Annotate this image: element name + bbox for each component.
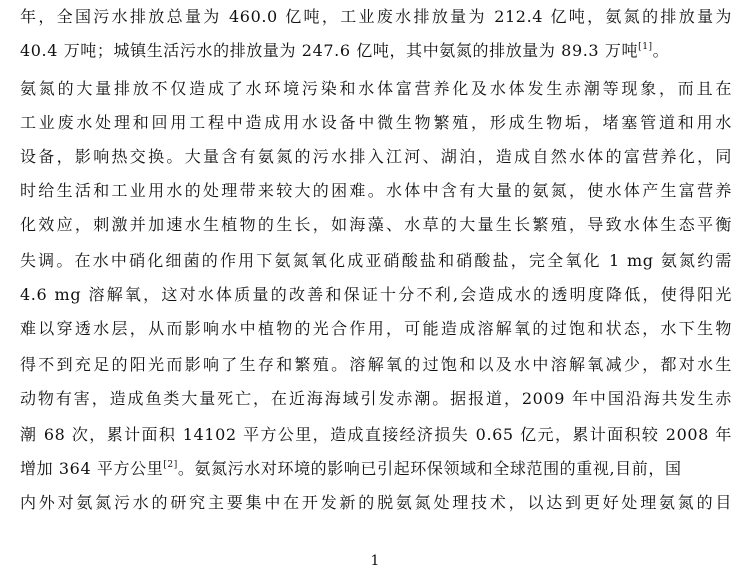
text-line-1 <box>20 6 732 28</box>
text-line-6 <box>20 180 732 202</box>
text-line-10 <box>20 318 732 340</box>
line-text: 潮 68 次，累计面积 14102 平方公里，造成直接经济损失 0.65 亿元，累计面积较 2008 年 <box>20 425 732 444</box>
page-number: 1 <box>370 553 380 569</box>
line-text-after: 。 <box>652 41 670 60</box>
line-text: 得不到充足的阳光而影响了生存和繁殖。溶解氧的过饱和以及水中溶解氧减少，都对水生 <box>20 355 732 374</box>
text-line-5 <box>20 146 732 168</box>
text-line-8 <box>20 250 732 272</box>
line-text: 内外对氨氮污水的研究主要集中在开发新的脱氨氮处理技术，以达到更好处理氨氮的目 <box>20 493 732 512</box>
text-line-14 <box>20 458 732 480</box>
citation-marker: [2] <box>163 460 178 470</box>
text-line-12 <box>20 388 732 410</box>
text-line-3 <box>20 78 732 100</box>
line-text: 40.4 万吨；城镇生活污水的排放量为 247.6 亿吨，其中氨氮的排放量为 89.3 万吨 <box>20 41 639 60</box>
text-line-15 <box>20 492 732 514</box>
line-text: 时给生活和工业用水的处理带来较大的困难。水体中含有大量的氨氮，使水体产生富营养 <box>20 181 732 200</box>
line-text: 动物有害，造成鱼类大量死亡，在近海海域引发赤潮。据报道，2009 年中国沿海共发生赤 <box>20 389 732 408</box>
line-text-after: 。氨氮污水对环境的影响已引起环保领域和全球范围的重视,目前，国 <box>177 459 682 478</box>
line-text: 氨氮的大量排放不仅造成了水环境污染和水体富营养化及水体发生赤潮等现象，而且在 <box>20 79 732 98</box>
text-line-11 <box>20 354 732 376</box>
line-text: 工业废水处理和回用工程中造成用水设备中微生物繁殖，形成生物垢，堵塞管道和用水 <box>20 113 732 132</box>
line-text: 增加 364 平方公里 <box>20 459 164 478</box>
text-line-9 <box>20 284 732 306</box>
text-line-4 <box>20 112 732 134</box>
line-text: 失调。在水中硝化细菌的作用下氨氮氧化成亚硝酸盐和硝酸盐，完全氧化 1 mg 氨氮约需 <box>20 251 732 270</box>
line-text: 难以穿透水层，从而影响水中植物的光合作用，可能造成溶解氧的过饱和状态，水下生物 <box>20 319 732 338</box>
line-text: 化效应，刺激并加速水生植物的生长，如海藻、水草的大量生长繁殖，导致水体生态平衡 <box>20 215 732 234</box>
text-line-2 <box>20 40 732 62</box>
line-text: 年，全国污水排放总量为 460.0 亿吨，工业废水排放量为 212.4 亿吨，氨氮的排放量为 <box>20 7 732 26</box>
line-text: 4.6 mg 溶解氧，这对水体质量的改善和保证十分不利,会造成水的透明度降低，使得阳光 <box>20 285 732 304</box>
text-line-7 <box>20 214 732 236</box>
citation-marker: [1] <box>638 42 653 52</box>
line-text: 设备，影响热交换。大量含有氨氮的污水排入江河、湖泊，造成自然水体的富营养化，同 <box>20 147 732 166</box>
text-line-13 <box>20 424 732 446</box>
